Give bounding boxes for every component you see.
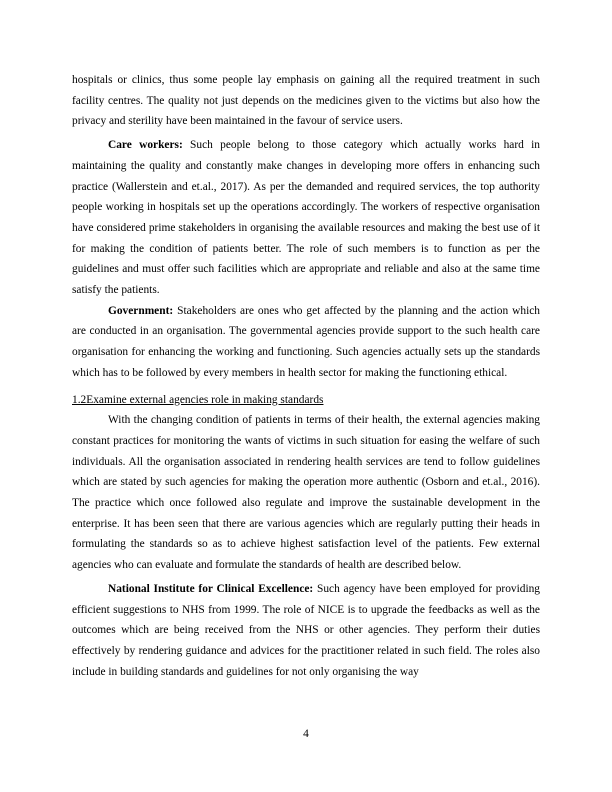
section-heading: 1.2Examine external agencies role in making standards: [72, 393, 324, 406]
care-workers-paragraph: [72, 135, 540, 301]
government-text: Stakeholders are ones who get affected by the planning and the action which are conducted in an organisation. The governmental agencies provide support to the such health care organisation for enhancing the working and functioning. Such agencies actually sets up the standards which has to be followed by every members in health sector for making the functioning ethical.: [72, 304, 540, 379]
agencies-paragraph: With the changing condition of patients in terms of their health, the external agencies making constant practices for monitoring the wants of victims in such situation for easing the welfare of such individuals. All the organisation associated in rendering health services are tend to follow guidelines which are stated by such agencies for making the operation more authentic (Osborn and et.al., 2016). The practice which once followed also regulate and improve the sustainable development in the enterprise. It has been seen that there are various agencies which are regularly putting their heads in formulating the standards so as to achieve highest satisfaction level of the patients. Few external agencies who can evaluate and formulate the standards of health are described below.: [72, 414, 540, 572]
nice-text: Such agency have been employed for providing efficient suggestions to NHS from 1999. The role of NICE is to upgrade the feedbacks as well as the outcomes which are being received from the NHS or other agencies. They perform their duties effectively by rendering guidance and advices for the practitioner related in such field. The roles also include in building standards and guidelines for not only organising the way: [72, 582, 540, 678]
nice-paragraph: [72, 579, 540, 683]
page-number: 4: [303, 728, 309, 740]
page-content: [72, 70, 540, 682]
nice-lead: National Institute for Clinical Excellence:: [108, 582, 314, 595]
care-workers-lead: Care workers:: [108, 139, 183, 152]
government-paragraph: [72, 301, 540, 384]
government-lead: Government:: [108, 304, 174, 317]
intro-paragraph: hospitals or clinics, thus some people lay emphasis on gaining all the required treatment in such facility centres. The quality not just depends on the medicines given to the victims but also how the privacy and sterility have been maintained in the favour of service users.: [72, 74, 540, 128]
care-workers-text: Such people belong to those category which actually works hard in maintaining the quality and constantly make changes in developing more offers in enhancing such practice (Wallerstein and et.al., 2017). As per the demanded and required services, the top authority people working in hospitals set up the operations accordingly. The workers of respective organisation have considered prime stakeholders in organising the available resources and making the best use of it for making the condition of patients better. The role of such members is to function as per the guidelines and must offer such facilities which are appropriate and reliable and also at the same time satisfy the patients.: [72, 139, 540, 297]
